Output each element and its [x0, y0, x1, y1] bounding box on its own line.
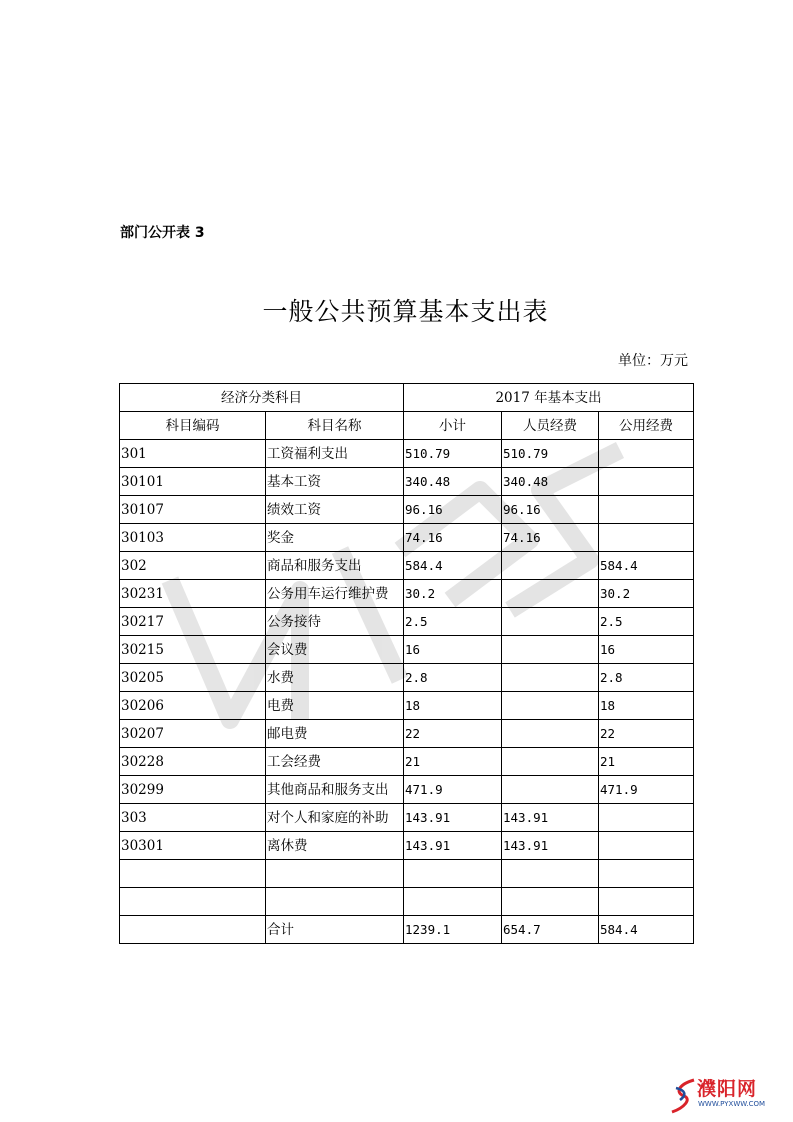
table-row: [120, 664, 694, 692]
table-row: [120, 748, 694, 776]
cell-personnel: [502, 860, 599, 888]
cell-code: 303: [120, 804, 266, 832]
cell-subtotal: 2.8: [404, 664, 502, 692]
cell-personnel: 143.91: [502, 832, 599, 860]
cell-code: 30215: [120, 636, 266, 664]
column-header-personnel: 人员经费: [502, 412, 599, 440]
cell-personnel: [502, 664, 599, 692]
cell-public: [599, 496, 694, 524]
cell-public: [599, 524, 694, 552]
table-row: [120, 608, 694, 636]
cell-code: 30231: [120, 580, 266, 608]
cell-subtotal: 2.5: [404, 608, 502, 636]
cell-personnel: [502, 580, 599, 608]
table-row: [120, 468, 694, 496]
cell-code: 30103: [120, 524, 266, 552]
column-header-row: [120, 412, 694, 440]
cell-public: 22: [599, 720, 694, 748]
table-row: [120, 496, 694, 524]
table-row: [120, 888, 694, 916]
cell-subtotal: 18: [404, 692, 502, 720]
cell-name: 公务用车运行维护费: [266, 580, 404, 608]
table-row: [120, 524, 694, 552]
group-header-budget-year: 2017 年基本支出: [404, 384, 694, 412]
cell-personnel: 510.79: [502, 440, 599, 468]
sheet-label: 部门公开表 3: [120, 225, 205, 241]
table-row: [120, 860, 694, 888]
cell-subtotal: 471.9: [404, 776, 502, 804]
cell-personnel: 654.7: [502, 916, 599, 944]
cell-code: 30101: [120, 468, 266, 496]
cell-subtotal: 510.79: [404, 440, 502, 468]
cell-code: 301: [120, 440, 266, 468]
cell-subtotal: 340.48: [404, 468, 502, 496]
cell-name: [266, 888, 404, 916]
cell-name: 邮电费: [266, 720, 404, 748]
cell-code: 302: [120, 552, 266, 580]
cell-name: [266, 860, 404, 888]
budget-table: [119, 383, 694, 944]
cell-personnel: [502, 636, 599, 664]
cell-personnel: [502, 776, 599, 804]
cell-code: 30228: [120, 748, 266, 776]
cell-subtotal: 22: [404, 720, 502, 748]
cell-name: 离休费: [266, 832, 404, 860]
cell-public: 18: [599, 692, 694, 720]
cell-public: 21: [599, 748, 694, 776]
cell-name: 水费: [266, 664, 404, 692]
group-header-row: [120, 384, 694, 412]
table-row: [120, 440, 694, 468]
cell-subtotal: 143.91: [404, 832, 502, 860]
cell-name: 绩效工资: [266, 496, 404, 524]
cell-code: [120, 860, 266, 888]
cell-subtotal: 74.16: [404, 524, 502, 552]
table-row: [120, 636, 694, 664]
cell-subtotal: 143.91: [404, 804, 502, 832]
group-header-economic: 经济分类科目: [120, 384, 404, 412]
cell-subtotal: 584.4: [404, 552, 502, 580]
cell-public: 16: [599, 636, 694, 664]
table-row: [120, 804, 694, 832]
cell-name: 公务接待: [266, 608, 404, 636]
cell-subtotal: 1239.1: [404, 916, 502, 944]
cell-personnel: 340.48: [502, 468, 599, 496]
column-header-name: 科目名称: [266, 412, 404, 440]
column-header-code: 科目编码: [120, 412, 266, 440]
cell-code: 30299: [120, 776, 266, 804]
cell-public: 30.2: [599, 580, 694, 608]
cell-name: 奖金: [266, 524, 404, 552]
cell-public: 584.4: [599, 916, 694, 944]
cell-code: 30205: [120, 664, 266, 692]
table-row: [120, 776, 694, 804]
watermark-text: WPS: [150, 430, 153, 431]
table-row: [120, 552, 694, 580]
cell-personnel: [502, 552, 599, 580]
table-row: [120, 692, 694, 720]
cell-name: 电费: [266, 692, 404, 720]
logo-mark-icon: [670, 1078, 698, 1114]
cell-personnel: 74.16: [502, 524, 599, 552]
cell-public: [599, 440, 694, 468]
cell-subtotal: 30.2: [404, 580, 502, 608]
cell-code: 30217: [120, 608, 266, 636]
cell-code: 30206: [120, 692, 266, 720]
unit-label: 单位：万元: [618, 353, 688, 369]
cell-name: 会议费: [266, 636, 404, 664]
cell-code: [120, 888, 266, 916]
cell-subtotal: [404, 860, 502, 888]
site-logo: [670, 1074, 790, 1118]
cell-code: 30301: [120, 832, 266, 860]
cell-code: 30207: [120, 720, 266, 748]
cell-name: 工资福利支出: [266, 440, 404, 468]
total-row: [120, 916, 694, 944]
cell-subtotal: [404, 888, 502, 916]
cell-code: [120, 916, 266, 944]
cell-name: 合计: [266, 916, 404, 944]
cell-public: [599, 832, 694, 860]
table-row: [120, 580, 694, 608]
document-title: 一般公共预算基本支出表: [262, 297, 549, 326]
cell-public: [599, 888, 694, 916]
column-header-public: 公用经费: [599, 412, 694, 440]
cell-personnel: [502, 748, 599, 776]
cell-personnel: 96.16: [502, 496, 599, 524]
table-row: [120, 720, 694, 748]
cell-subtotal: 16: [404, 636, 502, 664]
logo-name: 濮阳网: [697, 1078, 758, 1100]
cell-personnel: [502, 720, 599, 748]
cell-public: 584.4: [599, 552, 694, 580]
cell-personnel: 143.91: [502, 804, 599, 832]
cell-public: 471.9: [599, 776, 694, 804]
cell-name: 工会经费: [266, 748, 404, 776]
cell-public: 2.5: [599, 608, 694, 636]
cell-name: 商品和服务支出: [266, 552, 404, 580]
logo-url: WWW.PYXWW.COM: [698, 1100, 766, 1108]
column-header-subtotal: 小计: [404, 412, 502, 440]
cell-personnel: [502, 692, 599, 720]
cell-subtotal: 96.16: [404, 496, 502, 524]
cell-subtotal: 21: [404, 748, 502, 776]
cell-code: 30107: [120, 496, 266, 524]
cell-public: 2.8: [599, 664, 694, 692]
cell-personnel: [502, 608, 599, 636]
table-row: [120, 832, 694, 860]
cell-public: [599, 468, 694, 496]
cell-personnel: [502, 888, 599, 916]
cell-name: 基本工资: [266, 468, 404, 496]
cell-public: [599, 804, 694, 832]
cell-name: 其他商品和服务支出: [266, 776, 404, 804]
cell-name: 对个人和家庭的补助: [266, 804, 404, 832]
cell-public: [599, 860, 694, 888]
